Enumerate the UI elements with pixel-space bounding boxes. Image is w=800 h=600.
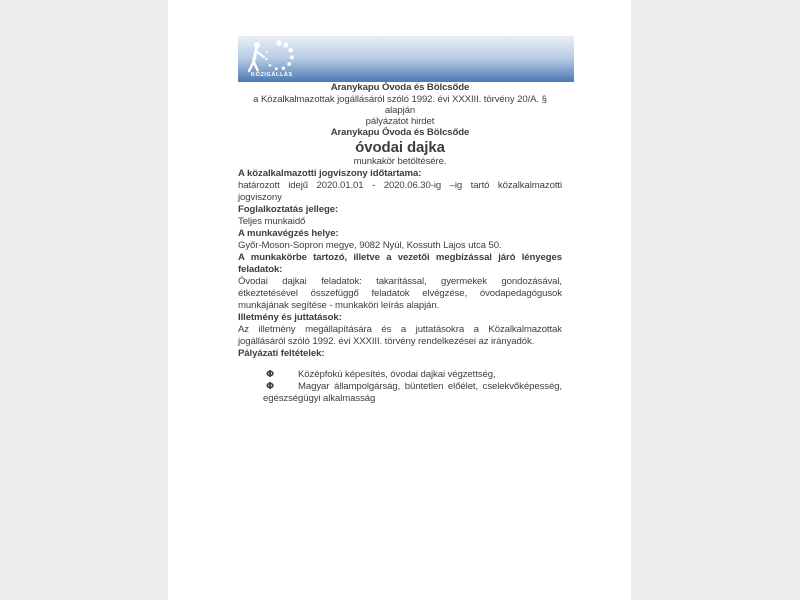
requirement-text: Középfokú képesítés, óvodai dajkai végzettség, [298, 369, 496, 380]
section-heading-employment-duration: A közalkalmazotti jogviszony időtartama: [238, 168, 422, 179]
employment-duration-text: határozott idejű 2020.01.01 - 2020.06.30-ig –ig tartó közalkalmazotti jogviszony [238, 180, 562, 203]
section-heading-employment-type: Foglalkoztatás jellege: [238, 204, 339, 215]
organization-name: Aranykapu Óvoda és Bölcsőde [330, 82, 470, 93]
organization-name-repeat: Aranykapu Óvoda és Bölcsőde [330, 127, 470, 138]
announcement-text: pályázatot hirdet [365, 116, 435, 127]
requirement-text: Magyar állampolgárság, büntetlen előélet, cselekvőképesség, egészségügyi alkalmasság [263, 381, 562, 404]
job-posting-page [168, 0, 631, 600]
section-heading-work-location: A munkavégzés helye: [238, 228, 339, 239]
bullet-icon: Φ [266, 369, 275, 380]
section-heading-job-duties: A munkakörbe tartozó, illetve a vezetői megbízással járó lényeges feladatok: [238, 252, 562, 275]
bullet-icon: Φ [266, 381, 275, 392]
job-position-subtitle: munkakör betöltésére. [353, 156, 447, 167]
section-heading-application-requirements: Pályázati feltételek: [238, 348, 325, 359]
kozigallas-logo [243, 38, 313, 82]
kozigallas-logo-text: KÖZIGÁLLÁS [251, 72, 293, 78]
section-heading-salary-benefits: Illetmény és juttatások: [238, 312, 342, 323]
legal-basis-text: a Közalkalmazottak jogállásáról szóló 1992. évi XXXIII. törvény 20/A. § alapján [253, 94, 547, 116]
job-duties-text: Óvodai dajkai feladatok: takarítással, gyermekek gondozásával, étkeztetésével összefüggő feladatok elvégzése, óvodapedagógusok munkájának segítése - munkaköri leírás alapján. [238, 276, 562, 311]
requirement-item [238, 381, 562, 405]
posting-content [168, 82, 631, 405]
work-location-text: Győr-Moson-Sopron megye, 9082 Nyúl, Kossuth Lajos utca 50. [238, 240, 502, 251]
kozigallas-logo-icon [243, 38, 307, 76]
requirement-item [238, 369, 562, 381]
kozigallas-banner [238, 36, 574, 82]
salary-benefits-text: Az illetmény megállapítására és a juttatásokra a Közalkalmazottak jogállásáról szóló 1992. évi XXXIII. törvény rendelkezései az irányadók. [238, 324, 562, 347]
employment-type-text: Teljes munkaidő [238, 216, 306, 227]
requirements-list [238, 369, 562, 405]
job-title: óvodai dajka [355, 139, 445, 156]
